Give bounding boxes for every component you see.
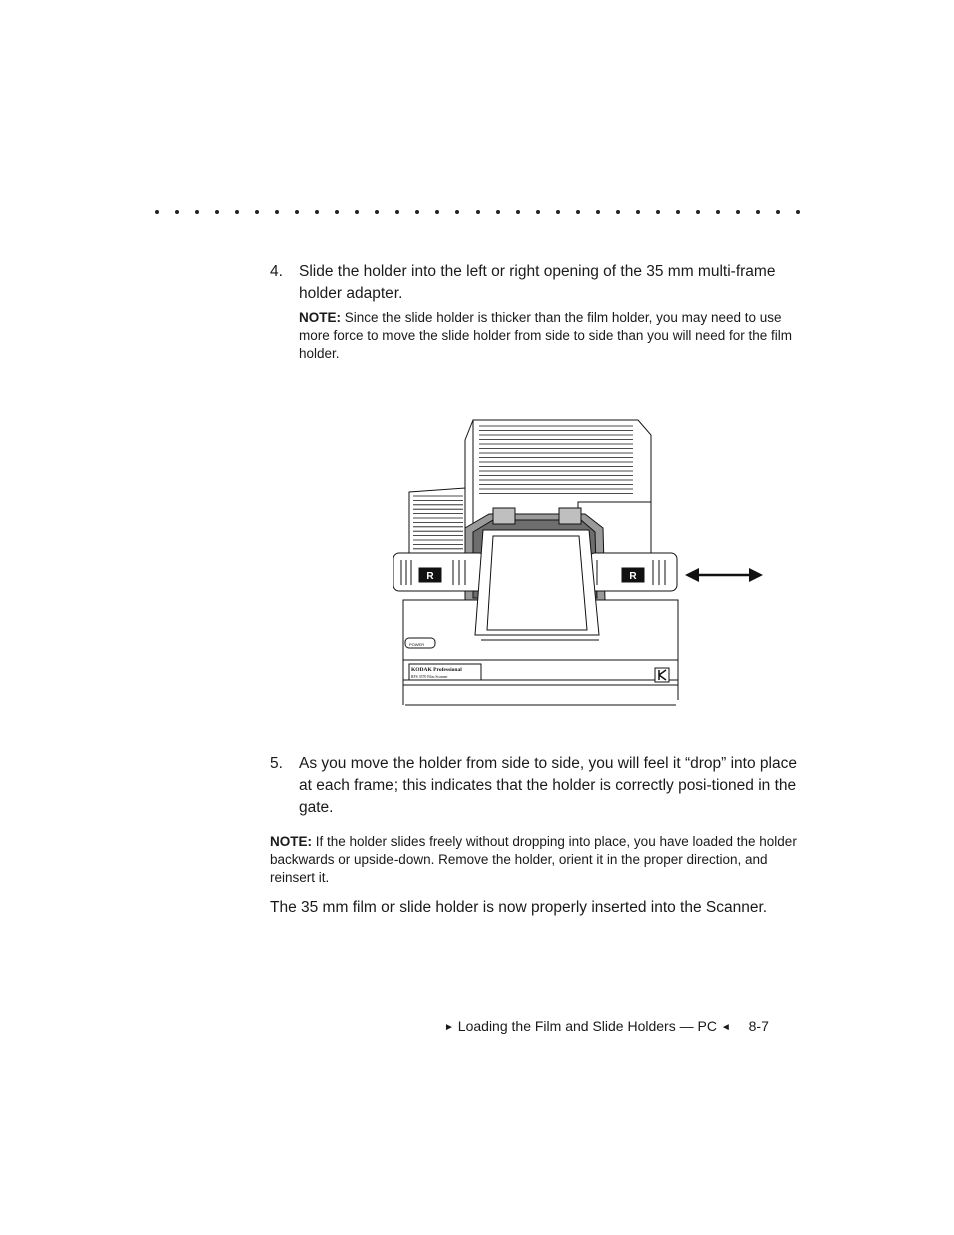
note-holder-orientation <box>270 833 800 887</box>
right-tag: R <box>629 571 637 582</box>
scanner-illustration <box>393 410 768 713</box>
note-text: If the holder slides freely without dropping into place, you have loaded the holder backwards or upside-down. Remove the holder, orient it in the proper direction, and reinsert it. <box>270 834 797 885</box>
note-slide-holder-thickness <box>299 309 799 363</box>
note-label: NOTE: <box>299 310 341 325</box>
step-text: As you move the holder from side to side, you will feel it “drop” into place at each frame; this indicates that the holder is correctly posi-tioned in the gate. <box>299 755 797 816</box>
model-label: RFS 3570 Film Scanner <box>411 675 448 679</box>
decorative-dotted-rule <box>155 204 800 220</box>
left-pointer-icon: ◄ <box>720 1022 731 1033</box>
step-number: 4. <box>270 263 283 280</box>
step-4 <box>270 261 800 305</box>
power-label: POWER <box>409 642 425 647</box>
note-text: Since the slide holder is thicker than the film holder, you may need to use more force to move the slide holder from side to side than you will need for the film holder. <box>299 310 792 361</box>
step-text: Slide the holder into the left or right opening of the 35 mm multi-frame holder adapter. <box>299 263 776 302</box>
footer-section-title: Loading the Film and Slide Holders — PC <box>457 1018 717 1034</box>
page-number: 8-7 <box>748 1018 769 1034</box>
page-footer <box>444 1015 804 1037</box>
closing-paragraph: The 35 mm film or slide holder is now properly inserted into the Scanner. <box>270 899 768 916</box>
right-pointer-icon: ► <box>444 1022 454 1033</box>
note-label: NOTE: <box>270 834 312 849</box>
step-5 <box>270 753 800 819</box>
brand-label: KODAK Professional <box>411 667 462 673</box>
step-number: 5. <box>270 755 283 772</box>
left-tag: R <box>426 571 434 582</box>
